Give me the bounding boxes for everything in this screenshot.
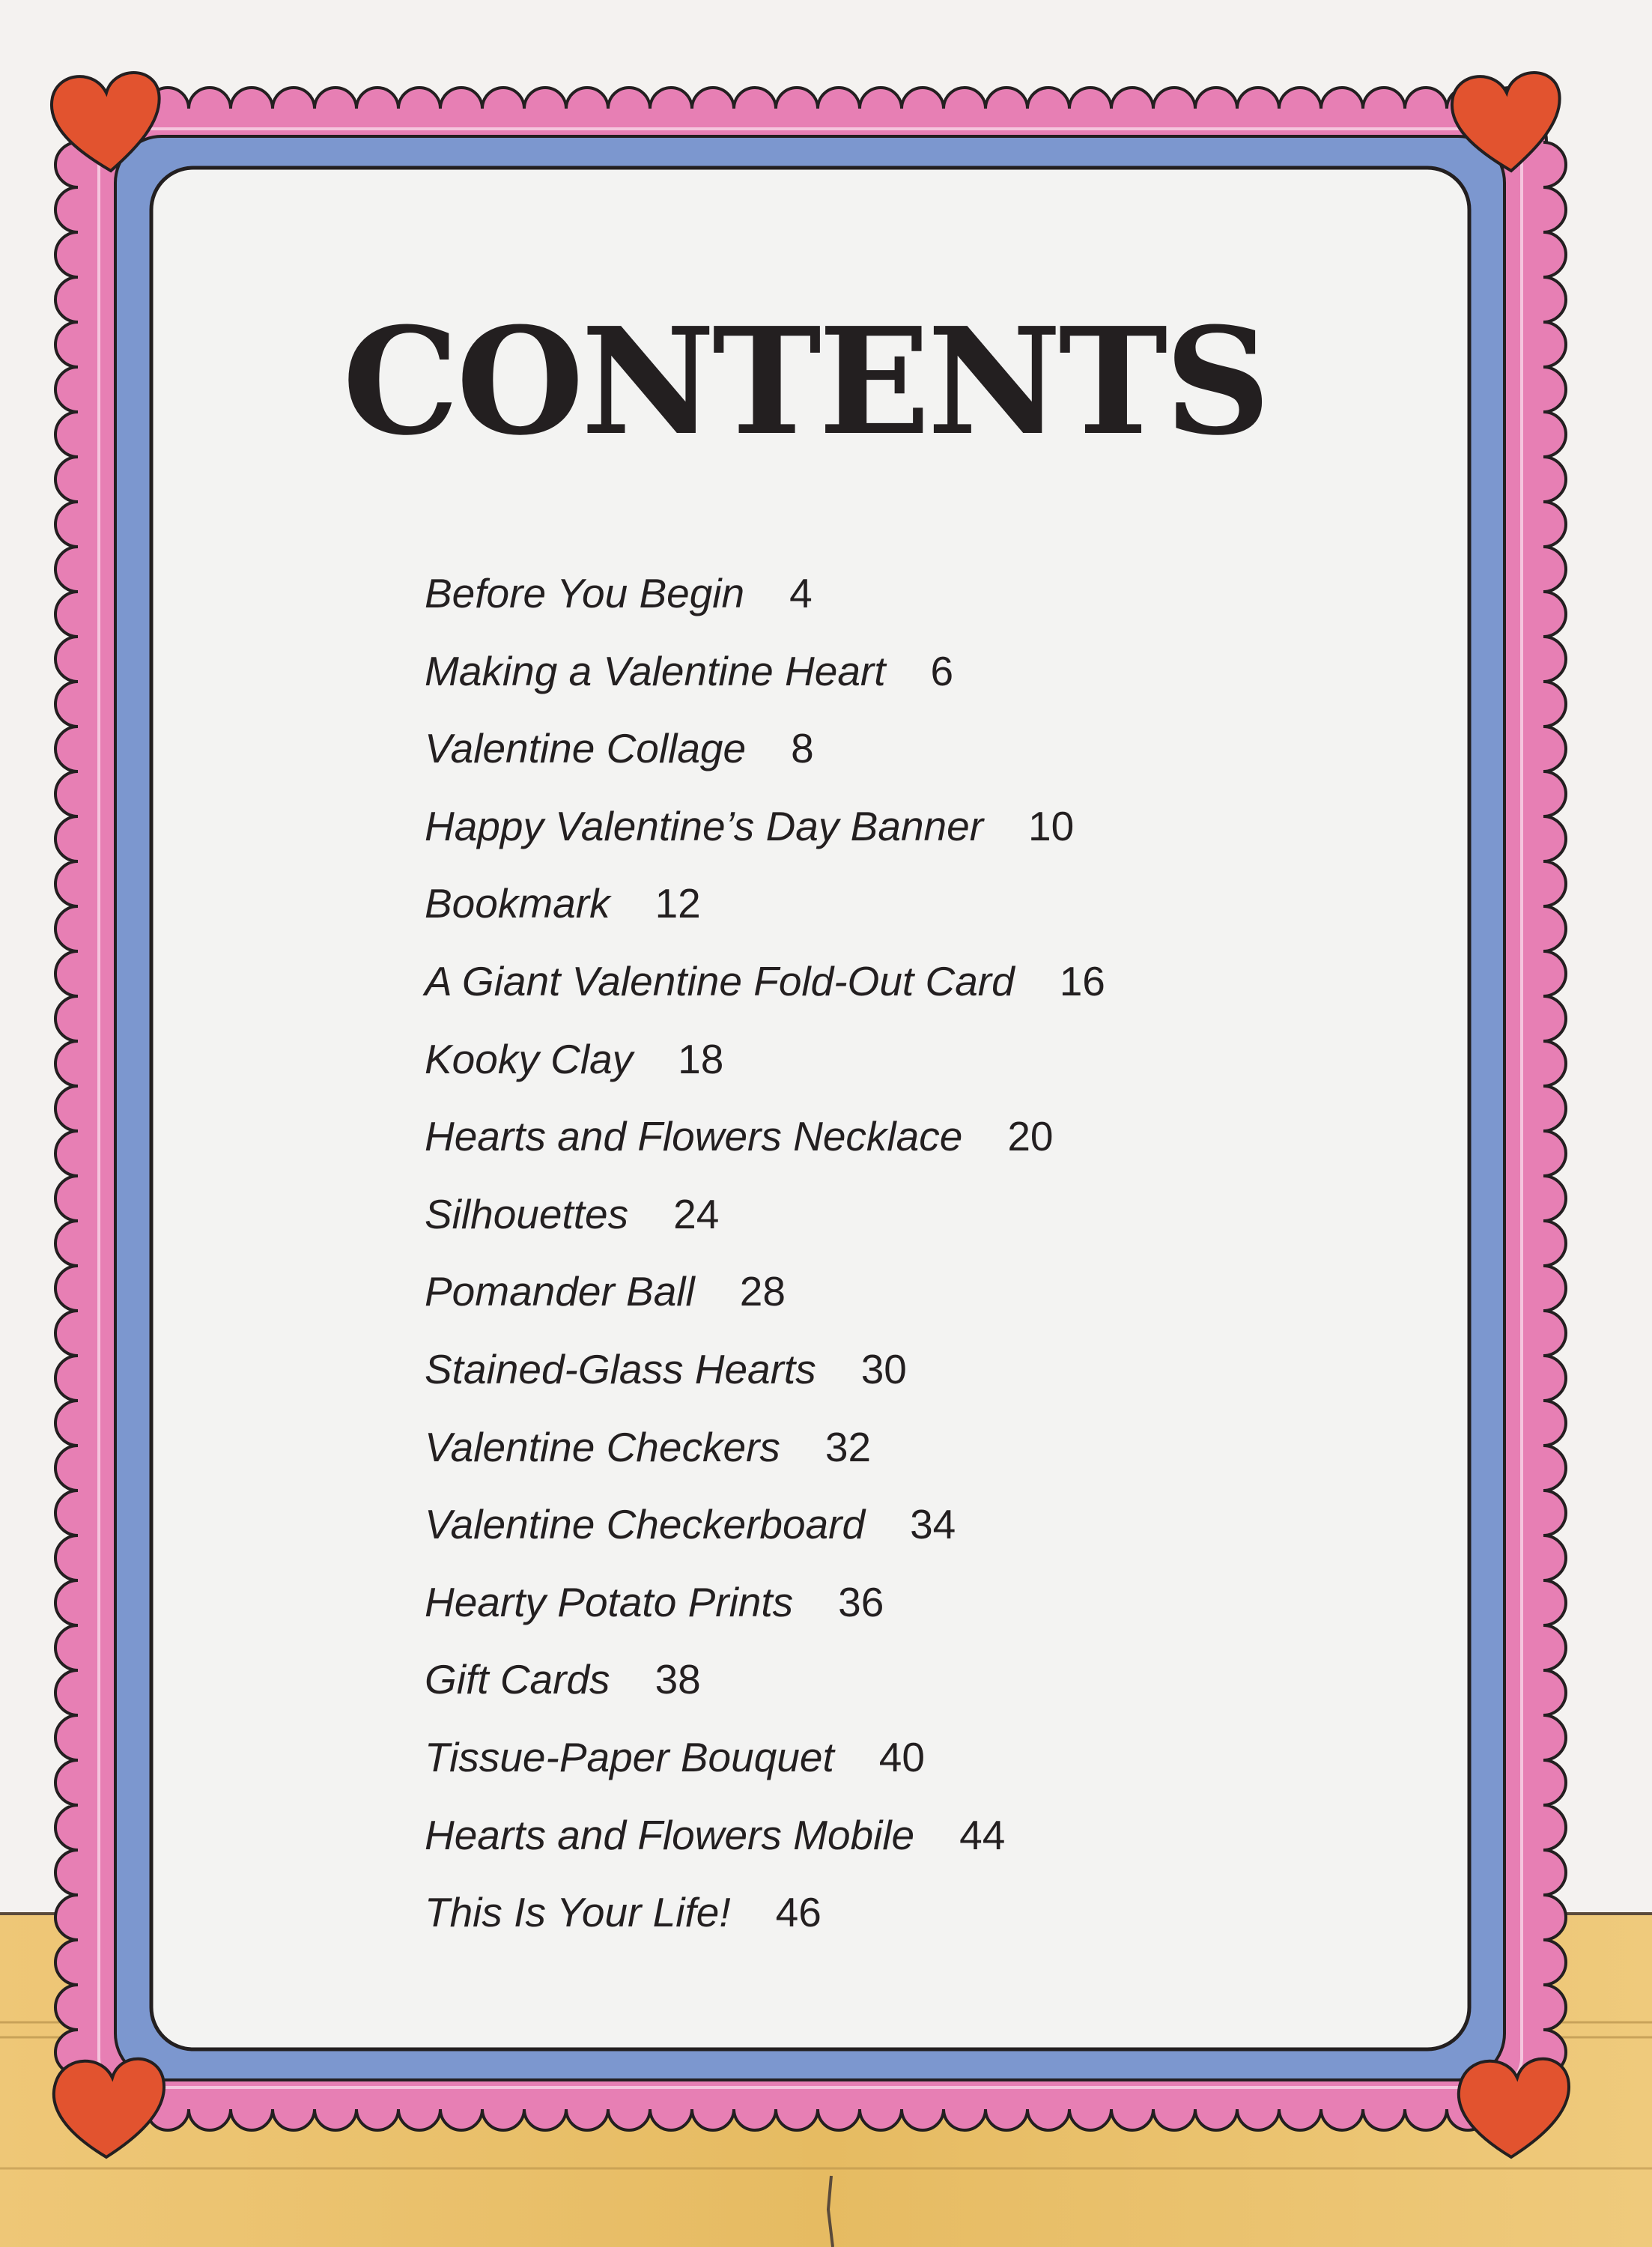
toc-entry-title: A Giant Valentine Fold-Out Card [425,957,1015,1004]
toc-entry-title: Hearts and Flowers Mobile [425,1811,915,1858]
toc-entry-page: 8 [791,725,814,772]
toc-entry[interactable] [425,1649,1398,1727]
toc-entry-title: Before You Begin [425,570,745,616]
toc-entry[interactable] [425,951,1398,1029]
toc-entry[interactable] [425,1417,1398,1495]
toc-entry-title: Gift Cards [425,1656,610,1703]
toc-entry-page: 24 [673,1190,720,1237]
toc-entry[interactable] [425,1339,1398,1417]
toc-entry-page: 46 [775,1889,822,1936]
toc-entry-page: 4 [789,570,813,616]
toc-entry-title: Hearts and Flowers Necklace [425,1113,963,1160]
toc-entry-title: Valentine Checkerboard [425,1501,866,1548]
toc-entry[interactable] [425,1029,1398,1107]
toc-entry[interactable] [425,1727,1398,1805]
toc-entry-page: 18 [678,1035,724,1082]
toc-entry-page: 10 [1028,802,1075,849]
toc-entry-page: 12 [655,880,701,927]
toc-entry-title: Bookmark [425,880,610,927]
toc-entry[interactable] [425,563,1398,641]
toc-entry-page: 40 [878,1733,925,1780]
toc-entry[interactable] [425,1106,1398,1184]
toc-entry-title: Valentine Checkers [425,1423,780,1470]
toc-entry-title: Kooky Clay [425,1035,634,1082]
toc-entry-page: 16 [1059,957,1105,1004]
page-title: CONTENTS [342,296,1268,468]
toc-entry[interactable] [425,641,1398,719]
toc-entry-title: Tissue-Paper Bouquet [425,1733,834,1780]
toc-entry-page: 38 [655,1656,701,1703]
toc-entry[interactable] [425,873,1398,951]
toc-entry-page: 20 [1007,1113,1054,1160]
toc-entry-title: This Is Your Life! [425,1889,731,1936]
toc-entry-title: Silhouettes [425,1190,629,1237]
toc-entry-page: 32 [825,1423,872,1470]
toc-entry-title: Hearty Potato Prints [425,1578,794,1625]
toc-entry-title: Stained-Glass Hearts [425,1345,816,1392]
toc-entry-page: 44 [959,1811,1006,1858]
toc-entry[interactable] [425,1805,1398,1883]
toc-entry-page: 30 [860,1345,907,1392]
toc-entry[interactable] [425,1572,1398,1650]
toc-entry-title: Making a Valentine Heart [425,647,886,694]
toc-entry[interactable] [425,1184,1398,1262]
toc-entry-page: 36 [838,1578,884,1625]
toc-entry[interactable] [425,1494,1398,1572]
toc-entry-title: Happy Valentine’s Day Banner [425,802,984,849]
toc-entry[interactable] [425,796,1398,874]
contents-list [425,563,1398,1960]
toc-entry-page: 28 [739,1268,786,1315]
toc-entry-page: 6 [930,647,954,694]
toc-entry-page: 34 [910,1501,956,1548]
toc-entry[interactable] [425,718,1398,796]
toc-entry-title: Pomander Ball [425,1268,695,1315]
toc-entry[interactable] [425,1882,1398,1960]
toc-entry-title: Valentine Collage [425,725,747,772]
toc-entry[interactable] [425,1261,1398,1339]
